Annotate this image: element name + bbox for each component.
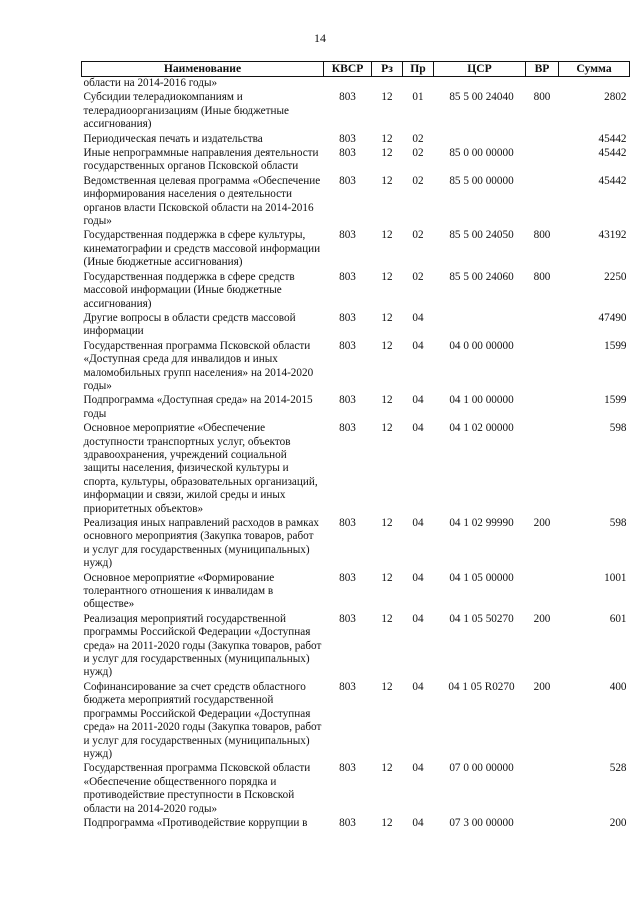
cell-csr xyxy=(434,312,526,340)
header-rz: Рз xyxy=(372,62,403,77)
cell-csr: 04 0 00 00000 xyxy=(449,339,514,352)
table-row xyxy=(82,271,630,312)
cell-csr: 85 5 00 24040 xyxy=(449,91,514,104)
cell-kvsr: 803 xyxy=(339,147,356,160)
cell-kvsr: 803 xyxy=(339,680,356,693)
cell-rz: 12 xyxy=(381,816,393,829)
table-row xyxy=(82,517,630,572)
cell-rz: 12 xyxy=(381,229,393,242)
cell-csr xyxy=(434,77,526,92)
cell-rz: 12 xyxy=(381,422,393,435)
cell-kvsr: 803 xyxy=(339,311,356,324)
cell-name: Государственная поддержка в сфере культуры, кинематографии и средств массовой информации (Иные бюджетные ассигнования) xyxy=(83,229,321,269)
cell-rz: 12 xyxy=(381,339,393,352)
cell-kvsr: 803 xyxy=(339,229,356,242)
cell-kvsr xyxy=(324,77,372,92)
cell-name: Ведомственная целевая программа «Обеспечение информирования населения о деятельности органов власти Псковской области на 2014-2016 годы» xyxy=(83,174,321,228)
cell-pr: 02 xyxy=(412,132,424,145)
cell-csr xyxy=(434,133,526,147)
cell-pr: 04 xyxy=(412,517,424,529)
cell-csr: 04 1 02 99990 xyxy=(449,517,514,529)
cell-vr: 200 xyxy=(533,680,551,693)
cell-sum: 1599 xyxy=(604,339,627,352)
cell-pr: 04 xyxy=(412,422,424,435)
cell-sum: 2802 xyxy=(604,91,627,104)
cell-name: Иные непрограммные направления деятельности государственных органов Псковской области xyxy=(83,147,319,173)
cell-name: Софинансирование за счет средств областного бюджета мероприятий государственной программы Российской Федерации «Доступная среда» на 2011-2020 годы (Закупка товаров, работ и услуг для государственных (муниципальных) нужд) xyxy=(83,680,322,760)
cell-kvsr: 803 xyxy=(339,422,356,435)
cell-name: Государственная программа Псковской области «Доступная среда для инвалидов и иных маломобильных групп населения» на 2014-2020 годы» xyxy=(83,339,314,392)
cell-csr: 85 5 00 24060 xyxy=(449,270,514,283)
table-row xyxy=(82,681,630,762)
cell-csr: 85 0 00 00000 xyxy=(449,147,514,160)
cell-rz: 12 xyxy=(381,762,393,775)
cell-vr: 200 xyxy=(533,612,551,625)
cell-vr: 200 xyxy=(533,517,551,529)
cell-name: Основное мероприятие «Формирование толерантного отношения к инвалидам в обществе» xyxy=(83,571,275,611)
cell-pr: 04 xyxy=(412,394,424,407)
cell-rz: 12 xyxy=(381,517,393,529)
cell-vr: 800 xyxy=(533,91,551,104)
cell-rz xyxy=(372,77,403,92)
table-row xyxy=(82,77,630,92)
cell-sum: 47490 xyxy=(598,311,627,324)
table-row xyxy=(82,175,630,230)
cell-sum: 598 xyxy=(609,422,627,435)
cell-pr: 04 xyxy=(412,762,424,775)
cell-sum: 45442 xyxy=(598,174,627,187)
cell-rz: 12 xyxy=(381,147,393,160)
header-csr: ЦСР xyxy=(434,62,526,77)
table-row xyxy=(82,817,630,831)
cell-sum: 2250 xyxy=(604,270,627,283)
cell-vr xyxy=(526,572,559,613)
cell-rz: 12 xyxy=(381,394,393,407)
cell-rz: 12 xyxy=(381,311,393,324)
cell-kvsr: 803 xyxy=(339,394,356,407)
table-header-row xyxy=(82,62,630,77)
cell-kvsr: 803 xyxy=(339,339,356,352)
cell-sum: 1599 xyxy=(604,394,627,407)
cell-csr: 04 1 05 50270 xyxy=(449,612,514,625)
cell-kvsr: 803 xyxy=(339,816,356,829)
cell-rz: 12 xyxy=(381,270,393,283)
cell-csr: 04 1 05 R0270 xyxy=(448,680,515,693)
cell-csr: 04 1 05 00000 xyxy=(449,571,514,584)
page-number: 14 xyxy=(314,31,326,45)
cell-name: Подпрограмма «Противодействие коррупции в xyxy=(83,816,308,829)
table-row xyxy=(82,572,630,613)
table-row xyxy=(82,340,630,395)
cell-kvsr: 803 xyxy=(339,571,356,584)
cell-pr: 04 xyxy=(412,680,424,693)
cell-name: Подпрограмма «Доступная среда» на 2014-2015 годы xyxy=(83,394,313,420)
cell-sum: 1001 xyxy=(604,571,627,584)
cell-vr xyxy=(526,175,559,230)
cell-vr xyxy=(526,147,559,175)
cell-sum: 43192 xyxy=(598,229,627,242)
cell-vr xyxy=(526,762,559,817)
table-row xyxy=(82,147,630,175)
cell-name: Другие вопросы в области средств массовой информации xyxy=(83,311,296,338)
table-row xyxy=(82,91,630,132)
cell-kvsr: 803 xyxy=(339,612,356,625)
cell-rz: 12 xyxy=(381,571,393,584)
cell-kvsr: 803 xyxy=(339,174,356,187)
cell-vr xyxy=(526,422,559,517)
cell-name: Основное мероприятие «Обеспечение доступности транспортных услуг, объектов здравоохранения, учреждений социальной защиты населения, физической культуры и спорта, культуры, образовательных организаций, информации и связи, жилой среды и иных приоритетных объектов» xyxy=(83,422,318,515)
cell-name: Государственная программа Псковской области «Обеспечение общественного порядка и противодействие преступности в Псковской области на 2014-2020 годы» xyxy=(83,762,311,815)
cell-sum: 400 xyxy=(609,680,627,693)
cell-vr xyxy=(526,77,559,92)
cell-csr: 04 1 02 00000 xyxy=(449,422,514,435)
cell-name: Периодическая печать и издательства xyxy=(83,132,263,145)
table-row xyxy=(82,312,630,340)
cell-sum: 528 xyxy=(609,762,627,775)
header-vr: ВР xyxy=(526,62,559,77)
table-body xyxy=(82,77,630,832)
cell-rz: 12 xyxy=(381,91,393,104)
table-row xyxy=(82,422,630,517)
cell-rz: 12 xyxy=(381,132,393,145)
cell-vr: 800 xyxy=(533,270,551,283)
cell-rz: 12 xyxy=(381,680,393,693)
cell-vr xyxy=(526,312,559,340)
cell-vr xyxy=(526,340,559,395)
cell-name: Реализация иных направлений расходов в рамках основного мероприятия (Закупка товаров, работ и услуг для государственных (муниципальных) нужд) xyxy=(83,517,320,570)
cell-csr: 07 3 00 00000 xyxy=(449,816,514,829)
cell-kvsr: 803 xyxy=(339,270,356,283)
budget-table xyxy=(81,61,630,831)
cell-vr xyxy=(526,394,559,422)
cell-name: области на 2014-2016 годы» xyxy=(83,77,218,89)
cell-pr: 02 xyxy=(412,270,424,283)
header-sum: Сумма xyxy=(559,62,630,77)
cell-sum: 598 xyxy=(609,517,627,529)
cell-pr: 04 xyxy=(412,816,424,829)
cell-csr: 07 0 00 00000 xyxy=(449,762,514,775)
cell-kvsr: 803 xyxy=(339,91,356,104)
header-name: Наименование xyxy=(82,62,324,77)
cell-pr: 02 xyxy=(412,229,424,242)
cell-pr: 04 xyxy=(412,612,424,625)
table-row xyxy=(82,394,630,422)
cell-vr xyxy=(526,817,559,831)
cell-vr xyxy=(526,133,559,147)
table-row xyxy=(82,229,630,270)
cell-pr: 02 xyxy=(412,147,424,160)
cell-csr: 85 5 00 24050 xyxy=(449,229,514,242)
cell-csr: 04 1 00 00000 xyxy=(449,394,514,407)
cell-csr: 85 5 00 00000 xyxy=(449,174,514,187)
cell-kvsr: 803 xyxy=(339,762,356,775)
table-row xyxy=(82,762,630,817)
cell-sum: 45442 xyxy=(598,132,627,145)
cell-name: Реализация мероприятий государственной программы Российской Федерации «Доступная среда» на 2011-2020 годы (Закупка товаров, работ и услуг для государственных (муниципальных) нужд) xyxy=(83,612,322,679)
cell-kvsr: 803 xyxy=(339,132,356,145)
cell-pr: 04 xyxy=(412,339,424,352)
cell-name: Субсидии телерадиокомпаниям и телерадиоорганизациям (Иные бюджетные ассигнования) xyxy=(83,91,289,131)
cell-pr: 04 xyxy=(412,311,424,324)
cell-name: Государственная поддержка в сфере средств массовой информации (Иные бюджетные ассигнования) xyxy=(83,270,295,310)
budget-table-container xyxy=(81,61,629,831)
header-pr: Пр xyxy=(403,62,434,77)
cell-pr: 04 xyxy=(412,571,424,584)
cell-pr xyxy=(403,77,434,92)
cell-sum: 45442 xyxy=(598,147,627,160)
table-row xyxy=(82,613,630,681)
cell-pr: 01 xyxy=(412,91,424,104)
header-kvsr: КВСР xyxy=(324,62,372,77)
cell-sum xyxy=(559,77,630,92)
table-row xyxy=(82,133,630,147)
cell-rz: 12 xyxy=(381,174,393,187)
cell-rz: 12 xyxy=(381,612,393,625)
cell-kvsr: 803 xyxy=(339,517,356,529)
cell-sum: 601 xyxy=(609,612,627,625)
cell-pr: 02 xyxy=(412,174,424,187)
cell-vr: 800 xyxy=(533,229,551,242)
cell-sum: 200 xyxy=(609,816,627,829)
